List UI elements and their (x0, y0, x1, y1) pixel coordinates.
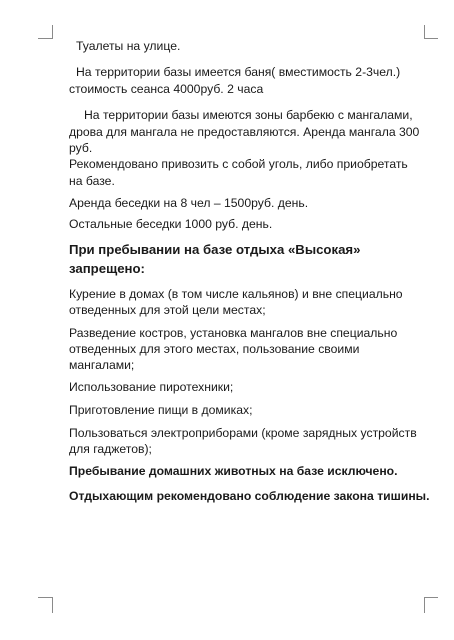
toilets-text: Туалеты на улице. (76, 39, 181, 53)
gazebo-rent-text: Аренда беседки на 8 чел – 1500руб. день. (69, 196, 309, 210)
rule-fires-line2: отведенных для этого местах, пользование своими (69, 342, 360, 356)
crop-mark-bottom-left (52, 597, 53, 613)
rule-pyrotechnics: Использование пиротехники; (69, 380, 234, 394)
crop-mark-bottom-right-h (424, 597, 438, 598)
rule-smoking-line1: Курение в домах (в том числе кальянов) и вне специально (69, 287, 403, 301)
bath-text-line2: стоимость сеанса 4000руб. 2 часа (69, 82, 264, 96)
bbq-text-line1: На территории базы имеются зоны барбекю с мангалами, (84, 108, 413, 122)
crop-mark-top-right-h (424, 38, 438, 39)
coal-text-line2: на базе. (69, 174, 115, 188)
crop-mark-top-left (52, 25, 53, 39)
crop-mark-bottom-right (424, 597, 425, 613)
coal-text-line1: Рекомендовано привозить с собой уголь, либо приобретать (69, 157, 408, 171)
bath-text-line1: На территории базы имеется баня( вместимость 2-3чел.) (76, 65, 401, 79)
rules-heading-line1: При пребывании на базе отдыха «Высокая» (69, 242, 361, 257)
crop-mark-top-left-h (38, 38, 52, 39)
other-gazebos-text: Остальные беседки 1000 руб. день. (69, 217, 273, 231)
bbq-text-line3: руб. (69, 141, 93, 155)
crop-mark-top-right (424, 25, 425, 39)
rule-silence: Отдыхающим рекомендовано соблюдение закона тишины. (69, 489, 430, 503)
bbq-text-line2: дрова для мангала не предоставляются. Аренда мангала 300 (69, 125, 420, 139)
rule-fires-line3: мангалами; (69, 358, 135, 372)
rule-appliances-line2: для гаджетов); (69, 442, 152, 456)
rule-fires-line1: Разведение костров, установка мангалов вне специально (69, 326, 398, 340)
rules-heading-line2: запрещено: (69, 261, 145, 276)
rule-smoking-line2: отведенных для этой цели местах; (69, 303, 266, 317)
rule-pets: Пребывание домашних животных на базе исключено. (69, 464, 398, 478)
rule-cooking: Приготовление пищи в домиках; (69, 403, 253, 417)
rule-appliances-line1: Пользоваться электроприборами (кроме зарядных устройств (69, 426, 417, 440)
crop-mark-bottom-left-h (38, 597, 52, 598)
